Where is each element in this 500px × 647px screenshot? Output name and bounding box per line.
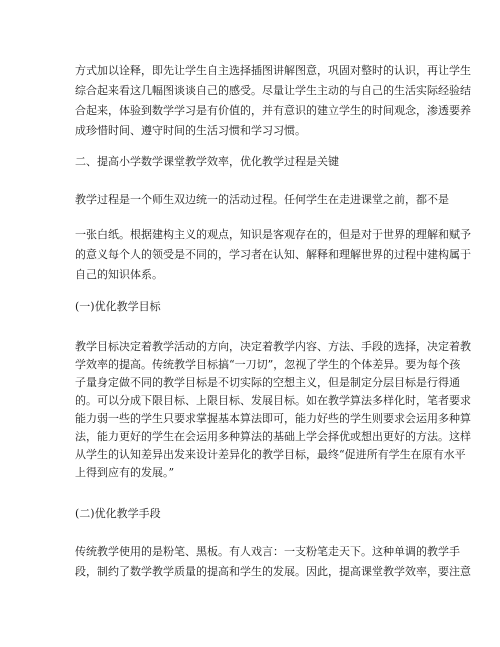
- paragraph-line: 合起来，体验到数学学习是有价值的，并有意识的建立学生的时间观念，渗透要养: [75, 104, 471, 117]
- paragraph-line: 子量身定做不同的教学目标是不切实际的空想主义，但是制定分层目标是行得通: [75, 376, 460, 389]
- paragraph-line: 学效率的提高。传统教学目标搞“一刀切”，忽视了学生的个体差异。要为每个孩: [75, 358, 461, 371]
- paragraph-line: 段，制约了数学教学质量的提高和学生的发展。因此，提高课堂教学效率，要注意: [75, 565, 471, 578]
- paragraph-line: 从学生的认知差异出发来设计差异化的教学目标，最终“促进所有学生在原有水平: [75, 448, 466, 461]
- paragraph-line: 传统教学使用的是粉笔、黑板。有人戏言：一支粉笔走天下。这种单调的教学手: [75, 545, 460, 558]
- paragraph-line: 成珍惜时间、遵守时间的生活习惯和学习习惯。: [75, 124, 306, 137]
- paragraph-line: 的。可以分成下限目标、上限目标、发展目标。如在教学算法多样化时，笔者要求: [75, 394, 471, 407]
- paragraph-line: 综合起来看这几幅图谈谈自己的感受。尽量让学生主动的与自己的生活实际经验结: [75, 84, 471, 97]
- section-heading: 二、提高小学数学课堂教学效率，优化教学过程是关键: [75, 155, 339, 168]
- paragraph-line: 能力弱一些的学生只要求掌握基本算法即可，能力好些的学生则要求会运用多种算: [75, 412, 471, 425]
- paragraph-line: 教学目标决定着教学活动的方向，决定着教学内容、方法、手段的选择，决定着教: [75, 340, 471, 353]
- subsection-heading: (一)优化教学目标: [75, 300, 161, 313]
- paragraph-line: 上得到应有的发展。”: [75, 466, 175, 479]
- paragraph-line: 的意义每个人的领受是不同的，学习者在认知、解释和理解世界的过程中建构属于: [75, 248, 471, 261]
- paragraph-line: 教学过程是一个师生双边统一的活动过程。任何学生在走进课堂之前，都不是: [75, 193, 449, 206]
- subsection-heading: (二)优化教学手段: [75, 507, 161, 520]
- paragraph-line: 自己的知识体系。: [75, 268, 163, 281]
- paragraph-line: 一张白纸。根据建构主义的观点，知识是客观存在的，但是对于世界的理解和赋予: [75, 228, 471, 241]
- paragraph-line: 方式加以诠释，即先让学生自主选择插图讲解图意，巩固对整时的认识，再让学生: [75, 64, 471, 77]
- paragraph-line: 法，能力更好的学生在会运用多种算法的基础上学会择优或想出更好的方法。这样: [75, 430, 471, 443]
